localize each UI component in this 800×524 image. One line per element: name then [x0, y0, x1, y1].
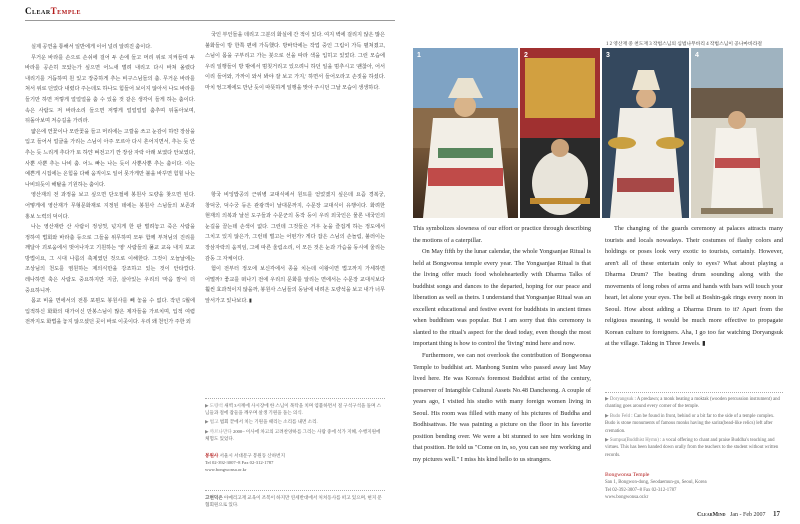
footnote	[205, 418, 385, 425]
korean-contact-name: 봉원사	[205, 453, 219, 458]
paragraph: 험이 전부터 정오에 보신각에서 종을 치는데 이왕이면 법고까지 가세하면 어떨까? 좋교를 떠나기 전에 우리의 문화를 알리는 면에서는 수문장 교대식보다 훨씬 효과적이지 않을까, 봉원사 스님들의 동남에 내려온 도량석을 보고 내가 너무 앞서가고 있나보다. ▮	[205, 266, 385, 304]
korean-column-2-bottom	[205, 190, 385, 390]
paragraph: The changing of the guards ceremony at palaces attracts many tourists and locals nowadays. Their costumes of flashy colors and holdings or poses look very exotic to tourists, certainly. However, aren't all of these entertain only to eyes? What about playing a Dharma Drum? The beating drum sounding along with the movements of long robes of arms and hands with bars will touch your heart, let alone your eyes. The bell at Boshin-gak rings every noon in Seoul. How about adding a Dharma Drum to it? Apart from the religious meaning, it would be much more effective to propagate Korean culture to foreigners. Aha, I go too far watching Doryangsuk at the village. Taking in Three Jewels. ▮	[605, 225, 783, 348]
page-footer	[697, 510, 780, 518]
footnote	[205, 428, 385, 442]
photo-number-2: 2	[524, 52, 528, 59]
english-notes	[605, 396, 783, 468]
notes-divider	[205, 398, 385, 399]
photo-2-ceremony	[520, 48, 600, 218]
korean-column-2-top	[205, 30, 385, 180]
footer-brand: ClearMind	[697, 512, 726, 518]
footnote	[205, 402, 385, 416]
english-column-1	[413, 223, 591, 513]
paragraph: 나는 영산재란 산 사람이 정성껏, 넋지게 한 판 벌려놓고 죽은 사람을 정하여 법회와 바라춤 등으로 그들을 위무하며 모두 함께 부처님의 진리를 깨달아 괴로움에서 벗어나자고 기원하는 '영' 사람들의 풀교 교육 내지 포교 방법이요, 그 시대 나름의 축제였던 것으로 이해한다. 그것이 오늘날에는 조상님의 천도를 염원하는 제의식만을 강조하고 있는 것이 안타깝다. 레나하면 축은 사람도 중요하지만 지금, 살아있는 우리의 '마음 깜'이 더 중요하니까.	[25, 224, 195, 294]
paragraph: 실제 공연을 통해서 일반에게 이어 널리 알려진 춤이다.	[31, 44, 152, 50]
footnote-label: ▶ Doryangsuk	[605, 397, 634, 402]
photo-caption: 1 2 영산재 중 천도재 3 작법스님의 심법나무바리 4 작법스님이 공나마바라걸	[606, 42, 762, 47]
photo-4-dancer-yard	[691, 48, 783, 218]
footnote	[605, 413, 783, 435]
footnote-label: ▶ 법고	[205, 419, 219, 425]
masthead-suffix: Temple	[50, 6, 82, 16]
korean-contact	[205, 452, 385, 474]
english-contact	[605, 472, 783, 502]
masthead	[25, 6, 81, 16]
photo-2-illustration	[520, 48, 600, 218]
footnote-text: : Can be found in front, behind or a bit far to the side of a temple complex. Budo is stone monuments of famous monks having the sarira(bead-like relics) left after cremation.	[605, 413, 775, 434]
english-column-2	[605, 223, 783, 391]
footnote-label: ▶ Budo Feld	[605, 413, 631, 419]
author-bio-label: 고현덕은	[205, 495, 223, 500]
photo-number-4: 4	[695, 52, 699, 59]
footnote-label: ▶ 도량석	[205, 403, 223, 408]
english-contact-name: Bongwonsa Temple	[605, 472, 650, 478]
bio-divider	[205, 490, 385, 491]
footnote-text: : A predawn; a monk beating a moktak (wooden percussion instrument) and chanting goes around every corner of the temple.	[605, 397, 780, 410]
photo-number-1: 1	[417, 52, 421, 59]
footer-issue: Jan - Feb 2007	[730, 512, 766, 518]
footnote	[605, 437, 783, 459]
english-contact-address: San 1, Bongwon-dong, Seodaemun-gu, Seoul, Korea	[605, 480, 707, 486]
paragraph: 몸교 비을 면에서의 전통 포뮌도 봉원사를 빼 놓을 수 없다. 작년 5월에 입적하신 화화의 대가이신 만봉스님이 많은 제자들을 가르치며, 입적 여렴 전까지도 화법을 놓지 않으셨던 곳이 바로 이곳이다. 우리 왜 천인가 주한 외	[25, 298, 195, 326]
paragraph: Furthermore, we can not overlook the contribution of Bongwonsa Temple to buddhist art. Manbong Sunim who passed away last May lived here. He was Korea's foremost Buddhist artist of the century, preserver of Intangible Cultural Assets No.48 Dancheong. A couple of years ago, I visited his studio with many foreign women living in Seoul. His room was filled with many of his pictures of Buddha and Bodhisattvas. He was painting a picture on the floor in his favorite position bending over. We were a bit stunned to see him working in that position. He told us "Come on in, so, you can see my working and my pictures well." I miss his kind hello to us strangers.	[413, 352, 591, 463]
footnote-text: : a vocal offering to chant and praise Buddha's teaching and virtues. This has been handed down orally from the teachers to the student without written records.	[605, 438, 779, 458]
photo-3-illustration	[602, 48, 689, 218]
photo-1-illustration	[413, 48, 518, 218]
footnote-text: 새벽 3시께에 사시장에 한 스님이 목탁을 치며 염불하면서 절 구석구석을 돌며 스님들과 절에 잡들을 깨우며 살생 기원을 돌는 의식.	[205, 403, 382, 416]
photo-1-ritual-dancer	[413, 48, 518, 218]
paragraph: This symbolizes slowness of our effort or practice through describing the motions of a caterpillar.	[413, 225, 591, 244]
photo-number-3: 3	[606, 52, 610, 59]
photo-4-illustration	[691, 48, 783, 218]
footnote-label: ▶ 까르나만다	[205, 428, 232, 434]
korean-contact-web: www.bongwonsa.or.kr	[205, 467, 247, 473]
english-contact-tel: Tel 02-392-3007~8 Fax 02-312-1787	[605, 487, 677, 493]
korean-contact-tel: Tel 02-392-3007~8 Fax 02-312-1787	[205, 460, 274, 466]
author-bio	[205, 494, 385, 508]
footnote-label: ▶ Sumpsa(Buddhist Hymn)	[605, 438, 659, 444]
footnote-text: 법회 끝에서 치는 기원을 때리는 소리를 내면 소리.	[219, 419, 318, 425]
paragraph: 영산재의 전 과정을 보고 싶으면 단오절에 봉원사 도량을 찾으면 된다. 어떻게에 영산재가 무형문화재로 지정된 데에는 봉원사 스님들의 보존과 홍보 노력의 덕이다.	[25, 192, 195, 220]
korean-contact-address: 서울시 서대문구 봉원동 산하번지	[219, 453, 286, 458]
footnote	[605, 396, 783, 411]
photo-3-cymbal-dance	[602, 48, 689, 218]
paragraph: 항국 비잉밥공의 근위병 교대식에서 원트를 얻었겠지 싶은데 요즘 경복궁, 창덕궁, 덕수궁 등은 관광객이 날대문까지, 수문장 교대식이 유행이다. 화려한 현재의 의복과 날선 도구들과 수문군의 동작 등이 우리 외국인은 물론 내국인의 눈길을 끌는데 손색이 없다. 그런데 그것들은 거우 눈을 즐겁게 하는 정도에서 그치고 있지 않은가, 그런데 벌고는 어떤가? 게다 잡은 스님의 손놀림, 불러이는 장삼자락의 움직임, 그에 따른 울림소리, 이 모든 것은 눈과 가슴을 동시에 울리는 감동 그 자체이다.	[205, 192, 385, 262]
page-number: 17	[773, 510, 780, 518]
paragraph: On May fifth by the lunar calendar, the whole Yongsanjae Ritual is held at Bongwonsa temple every year. The Yongsanjae Ritual is that the living offer much food wholeheartedly with Dharma Talks of buddhist songs and dances to the departed, hoping for our peace and liberation as well as theirs. I understand that Yongsanjae Ritual was an excellent educational and festive event for buddhists in ancient times when buddhism was popular. But I am sorry that this ceremony is slanted to the ritual's aspect for the dead today, even though the most important thing is how to control the 'living' mind here and now.	[413, 248, 591, 348]
english-contact-web: www.bongwonsa.or.kr	[605, 495, 649, 501]
author-bio-text: 아메리고재 교육이 조복이 하지만 연세반대에서 처쳐동사를 떠고 있으며, 현지 문협회원으로 있다.	[205, 495, 382, 508]
paragraph: 국인 부인들을 데리고 그분의 화실에 간 적이 있다. 여지 벽에 걸리지 않은 많은 불화들이 방 한쪽 편에 가득했다. 방바닥에는 작업 중인 그림이 가득 펼쳐졌고, 스님이 몸을 구부리고 가는 붓으로 선을 따라 색을 입히고 있었다. 그런 모습에 우리 일행들이 방 밖에서 멈칫거리고 있으려니 하던 일을 멈추시고 '괜찮아, 어서 이리 들어와, 가까이 와서 봐야 잘 보고 가지,' 하면서 들어오라고 손짓을 하셨다. 마치 엉그제에도 만난 듯이 따뜻하게 일행을 맞아 주시던 그날 모습이 생생하다.	[205, 32, 385, 91]
masthead-prefix: Clear	[25, 6, 51, 16]
paragraph: 무거운 바라를 손으로 손쉬에 걸어 두 손에 들고 머리 위로 지켜들며 두 바라를 공손히 모았는가 싶으면 어느새 벌려 내리고 다시 바쳐 올렸다 내리기를 거듭하며 원 있고 장중하게 추는 비구스님들의 춤. 무거운 바라를 쳐서 위로 던었다 내렸다 주는데도 하나도 힘들어 보이지 않아서 나도 바라를 들기만 하면 저렇게 얼얼얼을 춤 수 있을 것 같은 생각이 들게 하는 춤이다. 속은 사람도 저 바라소리 들으면 저렇게 얼얼얼얼 춤추며 뒤돌아보며, 뒤돌아보며 저승길을 가리라.	[25, 54, 195, 125]
paragraph: 얇은에 연꽃이나 모란꽃을 들고 머리에는 고깔을 쓰고 눈감이 하얀 장삼을 입고 들어서 얼굴을 가리는 스님이 아주 모르아 다시 흔어지면서, 추는 듯 안 추는 듯 느리게 추다가 또 하얀 벼전고기 깐 장삼 자락 아래 보였다 안보였다, 사뿐 사뿐 추는 나비 춤. 어느 빠는 나는 듯이 사뿐사뿐 추는 춤이다. 이는 예쁜게 시집에는 온힘을 다해 움직이도 일어 못가게만 불을 바꾸면 힘힐 나는 나비되듯이 해탈을 기원하는 춤이다.	[25, 128, 195, 188]
masthead-divider	[25, 20, 395, 21]
korean-column-1	[25, 42, 195, 512]
footnote-text: 2000~ 이사에 차고의 고려찬양하를 그리는 사람 중에 석가 지혜, 수행지원에 체험도 있었다.	[205, 428, 381, 441]
english-notes-divider	[605, 392, 783, 393]
